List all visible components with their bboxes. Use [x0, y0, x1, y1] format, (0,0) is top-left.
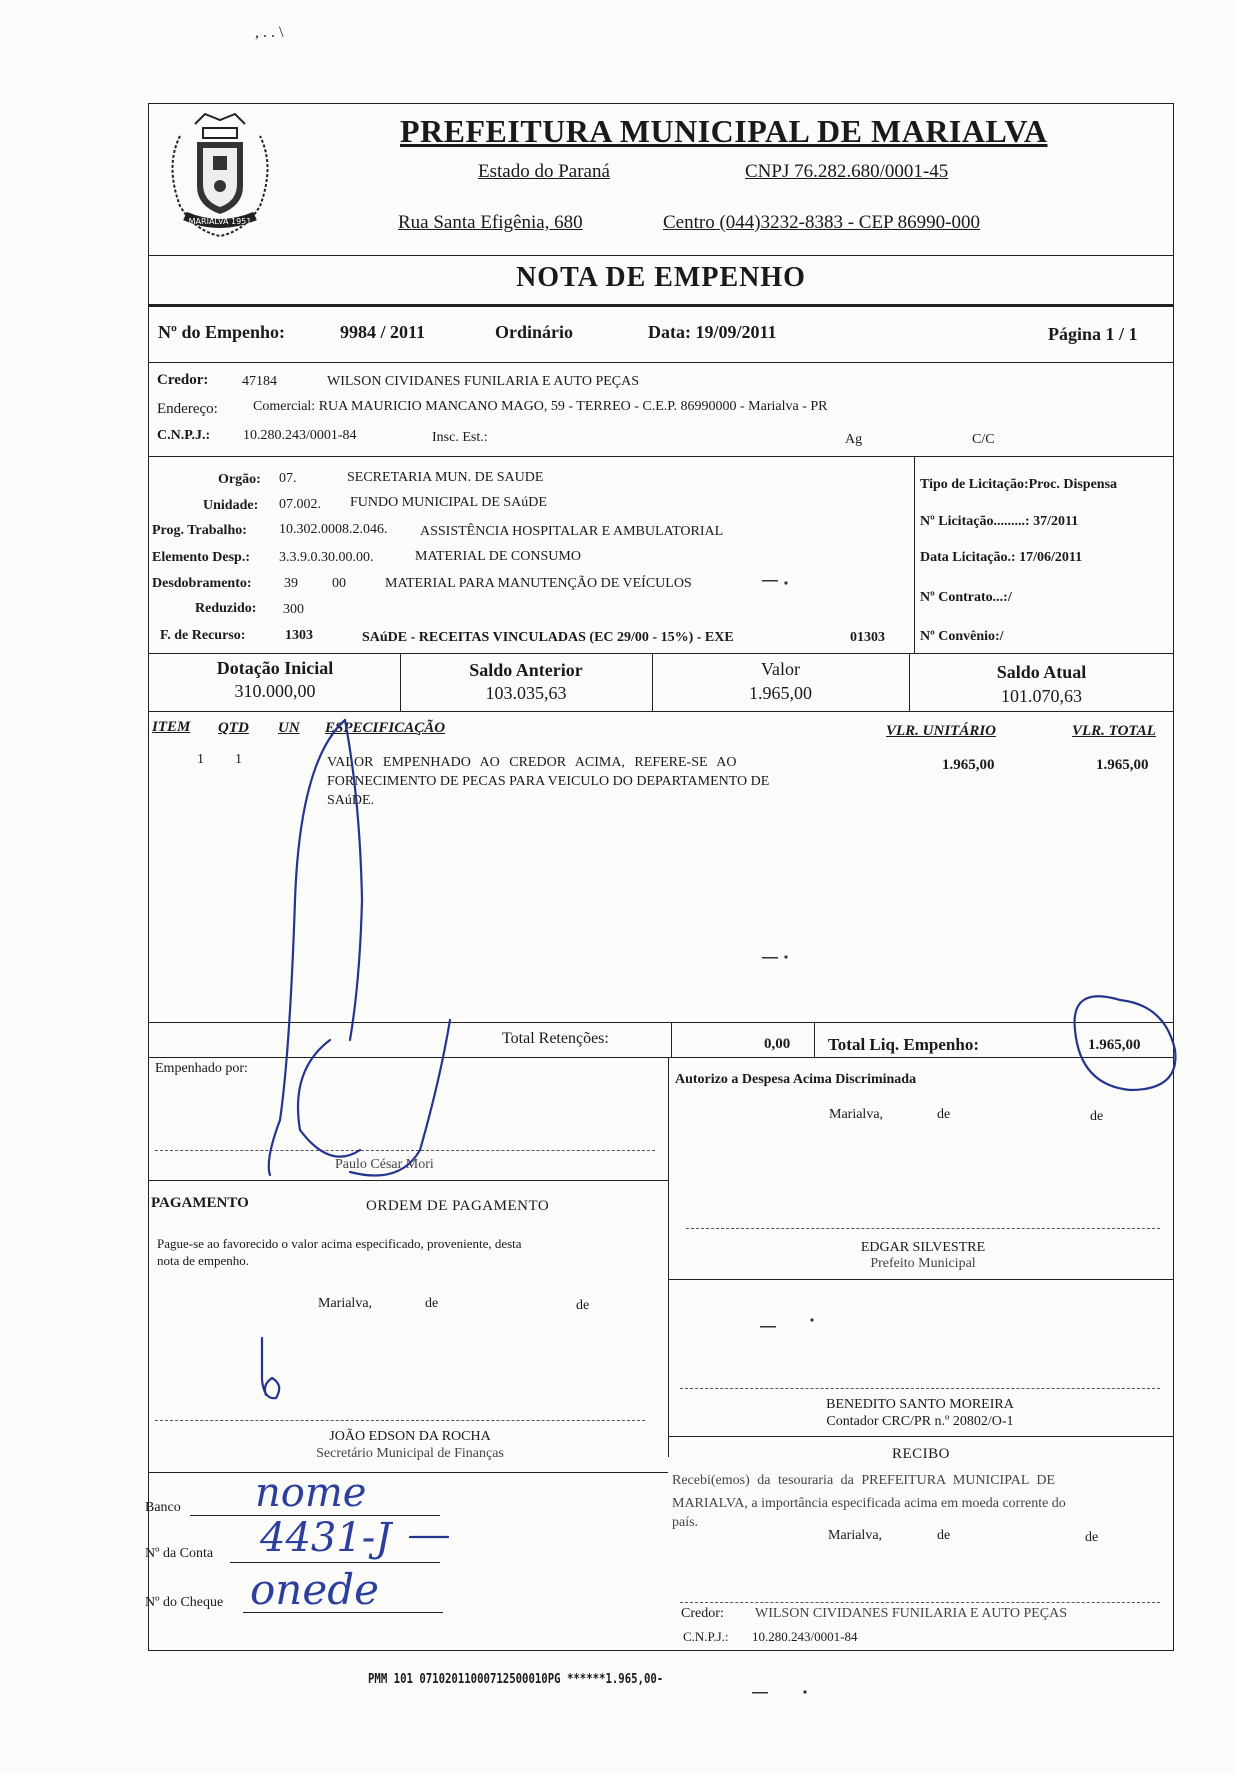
numero-licitacao: Nº Licitação.........: 37/2011 — [920, 514, 1079, 529]
tipo-licitacao: Tipo de Licitação:Proc. Dispensa — [920, 477, 1118, 492]
prog-trabalho-name: ASSISTÊNCIA HOSPITALAR E AMBULATORIAL — [420, 524, 724, 539]
ordem-pagamento-label: ORDEM DE PAGAMENTO — [366, 1198, 550, 1214]
address-label: Endereço: — [157, 401, 218, 417]
signature-line — [680, 1602, 1160, 1603]
signature-line — [680, 1388, 1160, 1389]
recibo-text-line1: Recebi(emos) da tesouraria da PREFEITURA MUNICIPAL DE — [672, 1473, 1056, 1488]
item-number: 1 — [197, 752, 204, 767]
desdobramento-label: Desdobramento: — [152, 576, 252, 591]
fonte-recurso-code2: 01303 — [850, 630, 885, 645]
secretario-name: JOÃO EDSON DA ROCHA — [329, 1429, 491, 1444]
divider — [148, 1022, 1174, 1023]
col-vlr-total: VLR. TOTAL — [1072, 723, 1156, 739]
conta-value: 4431-J — [260, 1515, 392, 1561]
prefeito-role: Prefeito Municipal — [870, 1256, 976, 1271]
reduzido-code: 300 — [283, 602, 304, 617]
orgao-name: SECRETARIA MUN. DE SAUDE — [347, 470, 544, 485]
contador-name: BENEDITO SANTO MOREIRA — [826, 1397, 1014, 1412]
empenho-number-label: Nº do Empenho: — [158, 322, 285, 342]
elemento-label: Elemento Desp.: — [152, 550, 250, 565]
col-vlr-unitario: VLR. UNITÁRIO — [886, 723, 997, 739]
recibo-credor-name: WILSON CIVIDANES FUNILARIA E AUTO PEÇAS — [755, 1606, 1068, 1621]
recibo-city: Marialva, — [828, 1528, 883, 1543]
credor-name: WILSON CIVIDANES FUNILARIA E AUTO PEÇAS — [327, 374, 640, 389]
autorizo-de1: de — [937, 1107, 951, 1122]
saldo-anterior-value: 103.035,63 — [485, 683, 567, 703]
item-vlr-unitario: 1.965,00 — [942, 757, 995, 773]
col-un: UN — [278, 720, 300, 736]
divider — [671, 1022, 672, 1057]
credor-address: Comercial: RUA MAURICIO MANCANO MAGO, 59 - TERREO - C.E.P. 86990000 - Marialva - PR — [253, 399, 828, 414]
fonte-recurso-code: 1303 — [285, 628, 313, 643]
divider — [668, 1436, 1174, 1437]
secretario-role: Secretário Municipal de Finanças — [316, 1446, 504, 1461]
empenhado-signer: Paulo César Mori — [335, 1157, 434, 1172]
divider — [914, 456, 915, 653]
saldo-atual-label: Saldo Atual — [996, 662, 1087, 682]
empenho-number: 9984 / 2011 — [340, 322, 426, 342]
elemento-code: 3.3.9.0.30.00.00. — [279, 550, 374, 565]
empenho-type: Ordinário — [495, 322, 574, 342]
dotacao-inicial-label: Dotação Inicial — [216, 658, 334, 678]
valor-label: Valor — [761, 659, 800, 679]
credor-label: Credor: — [157, 372, 209, 388]
pagamento-de2: de — [576, 1298, 590, 1313]
total-retencoes-value: 0,00 — [764, 1036, 791, 1052]
recibo-de2: de — [1085, 1530, 1099, 1545]
total-liq-value: 1.965,00 — [1088, 1037, 1141, 1053]
cheque-value: onede — [250, 1565, 379, 1614]
recibo-text-line3: país. — [672, 1515, 699, 1530]
numero-convenio: Nº Convênio:/ — [920, 629, 1004, 644]
col-item: ITEM — [152, 719, 191, 735]
credor-cnpj: 10.280.243/0001-84 — [243, 428, 357, 443]
total-liq-label: Total Liq. Empenho: — [828, 1035, 979, 1054]
address-label: Rua Santa Efigênia, 680 — [398, 212, 583, 233]
page-number: Página 1 / 1 — [1048, 324, 1138, 344]
item-description-line1: VALOR EMPENHADO AO CREDOR ACIMA, REFERE-SE AO — [327, 755, 737, 770]
pagamento-de1: de — [425, 1296, 439, 1311]
unidade-label: Unidade: — [203, 498, 259, 513]
unidade-name: FUNDO MUNICIPAL DE SAúDE — [350, 495, 547, 510]
saldo-anterior-label: Saldo Anterior — [469, 660, 583, 680]
autorizo-de2: de — [1090, 1109, 1104, 1124]
signature-line — [155, 1150, 655, 1151]
col-especificacao: ESPECIFICAÇÃO — [325, 720, 446, 736]
cnpj-label: CNPJ 76.282.680/0001-45 — [745, 161, 949, 182]
fonte-recurso-label: F. de Recurso: — [160, 628, 246, 643]
cc-label: C/C — [972, 432, 995, 447]
divider — [148, 362, 1174, 363]
item-description-line2: FORNECIMENTO DE PECAS PARA VEICULO DO DEPARTAMENTO DE — [327, 774, 770, 789]
saldo-atual-value: 101.070,63 — [1001, 686, 1082, 706]
divider — [668, 1279, 1174, 1280]
footer-code: PMM 101 07102011000712500010PG ******1.965,00- — [368, 1672, 664, 1687]
unidade-code: 07.002. — [279, 497, 321, 512]
signature-line — [686, 1228, 1160, 1229]
pagamento-text-line2: nota de empenho. — [157, 1253, 250, 1268]
divider — [148, 1180, 668, 1181]
autorizo-city: Marialva, — [829, 1107, 884, 1122]
pagamento-label: PAGAMENTO — [151, 1195, 249, 1211]
municipality-title: PREFEITURA MUNICIPAL DE MARIALVA — [400, 113, 1048, 149]
empenho-date: Data: 19/09/2011 — [648, 322, 777, 342]
state-label: Estado do Paraná — [478, 161, 610, 182]
banco-label: Banco — [145, 1500, 181, 1515]
valor-value: 1.965,00 — [749, 683, 812, 703]
divider — [814, 1022, 815, 1057]
divider — [148, 304, 1174, 307]
divider — [148, 1057, 1174, 1058]
coat-of-arms-logo — [155, 106, 285, 246]
total-retencoes-label: Total Retenções: — [502, 1030, 609, 1047]
desdobramento-code2: 00 — [332, 576, 346, 591]
reduzido-label: Reduzido: — [195, 601, 257, 616]
pagamento-city: Marialva, — [318, 1296, 373, 1311]
item-vlr-total: 1.965,00 — [1096, 757, 1149, 773]
item-qtd: 1 — [235, 752, 242, 767]
prog-trabalho-label: Prog. Trabalho: — [152, 523, 247, 538]
divider — [148, 1472, 668, 1473]
svg-text:MARIALVA 1951: MARIALVA 1951 — [188, 217, 252, 226]
autorizo-label: Autorizo a Despesa Acima Discriminada — [675, 1072, 917, 1087]
credor-code: 47184 — [242, 374, 277, 389]
recibo-text-line2: MARIALVA, a importância especificada acima em moeda corrente do — [672, 1496, 1066, 1511]
data-licitacao: Data Licitação.: 17/06/2011 — [920, 550, 1083, 565]
cheque-label: Nº do Cheque — [145, 1595, 224, 1610]
recibo-credor-label: Credor: — [681, 1606, 724, 1621]
contador-role: Contador CRC/PR n.º 20802/O-1 — [826, 1414, 1014, 1429]
numero-contrato: Nº Contrato...:/ — [920, 590, 1012, 605]
recibo-cnpj: 10.280.243/0001-84 — [752, 1629, 858, 1644]
dotacao-inicial-value: 310.000,00 — [234, 681, 316, 701]
col-qtd: QTD — [218, 720, 249, 736]
document-title: NOTA DE EMPENHO — [516, 262, 806, 293]
cnpj-label: C.N.P.J.: — [157, 428, 211, 443]
conta-label: Nº da Conta — [145, 1546, 214, 1561]
prefeito-name: EDGAR SILVESTRE — [860, 1240, 986, 1255]
orgao-label: Orgão: — [218, 472, 261, 487]
insc-est-label: Insc. Est.: — [432, 430, 488, 445]
scan-speckle: , . . \ — [255, 24, 284, 41]
divider — [148, 456, 1174, 457]
prog-trabalho-code: 10.302.0008.2.046. — [279, 522, 388, 537]
divider — [668, 1057, 669, 1457]
empenhado-por-label: Empenhado por: — [155, 1061, 248, 1076]
elemento-name: MATERIAL DE CONSUMO — [415, 549, 581, 564]
recibo-label: RECIBO — [891, 1446, 950, 1462]
fonte-recurso-name: SAúDE - RECEITAS VINCULADAS (EC 29/00 - 15%) - EXE — [362, 630, 734, 645]
divider — [148, 711, 1174, 712]
item-description-line3: SAúDE. — [327, 793, 375, 808]
signature-line — [155, 1420, 645, 1421]
divider — [148, 653, 1174, 654]
desdobramento-name: MATERIAL PARA MANUTENÇÃO DE VEÍCULOS — [385, 576, 692, 591]
recibo-de1: de — [937, 1528, 951, 1543]
ag-label: Ag — [845, 432, 863, 447]
desdobramento-code: 39 — [284, 576, 298, 591]
recibo-cnpj-label: C.N.P.J.: — [683, 1629, 729, 1644]
orgao-code: 07. — [279, 471, 297, 486]
banco-value: nome — [255, 1470, 367, 1516]
district-phone-cep: Centro (044)3232-8383 - CEP 86990-000 — [663, 212, 980, 233]
conta-line — [230, 1562, 440, 1563]
pagamento-text-line1: Pague-se ao favorecido o valor acima especificado, proveniente, desta — [157, 1236, 522, 1251]
divider — [148, 255, 1174, 256]
